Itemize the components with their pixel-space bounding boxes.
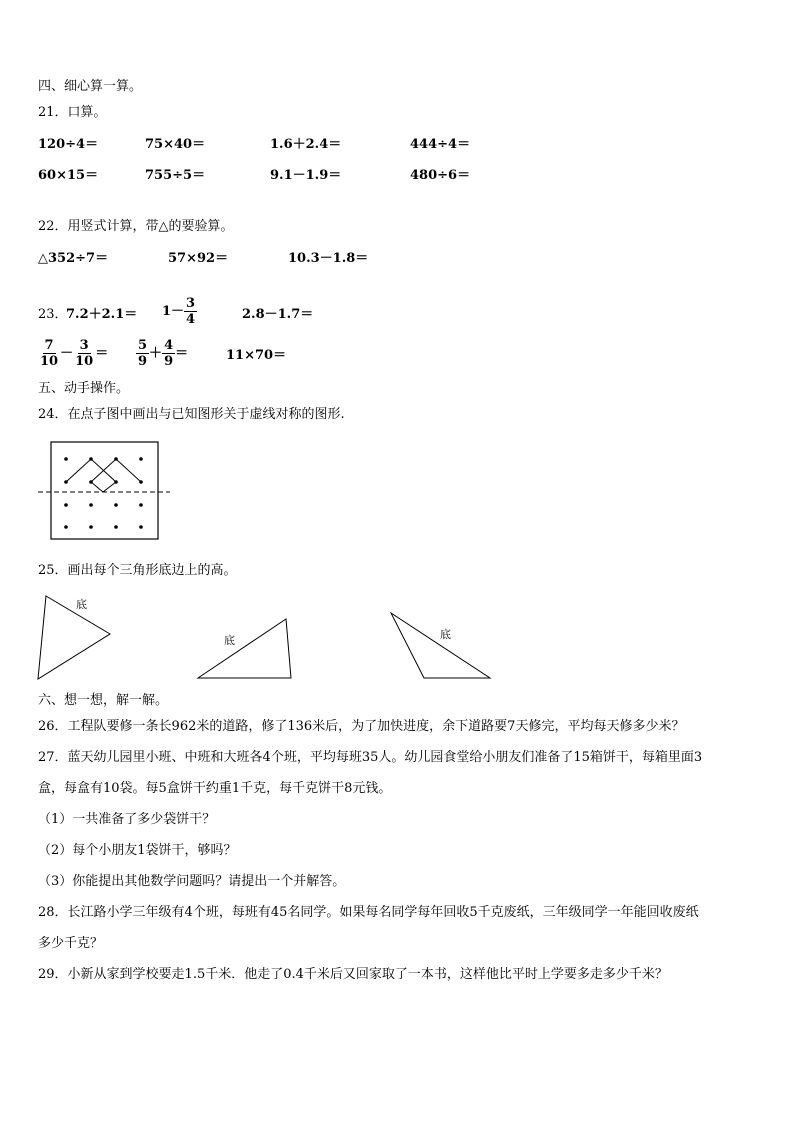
fraction-denominator: 4 <box>186 312 196 327</box>
triangle-1 <box>38 596 110 679</box>
q22-item: 57×92＝ <box>168 251 229 266</box>
fraction-numerator: 3 <box>79 338 89 353</box>
q25-label: 25．画出每个三角形底边上的高。 <box>38 563 237 578</box>
q22-item: 10.3－1.8＝ <box>288 251 369 266</box>
q21-label: 21．口算。 <box>38 105 107 120</box>
section-4-heading: 四、细心算一算。 <box>38 79 143 94</box>
q29-text: 29．小新从家到学校要走1.5千米．他走了0.4千米后又回家取了一本书，这样他比平时上学要多走多少千米？ <box>38 967 668 982</box>
q27-text-line2: 盒，每盒有10袋。每5盒饼干约重1千克，每千克饼干8元钱。 <box>38 781 392 796</box>
fraction-denominator: 9 <box>138 354 148 369</box>
triangle-2 <box>198 619 291 678</box>
fraction-numerator: 3 <box>186 296 196 311</box>
q23-expr-3: 2.8－1.7＝ <box>242 307 314 322</box>
q28-text-line2: 多少千克？ <box>38 936 104 951</box>
operator: － <box>60 345 74 361</box>
q22-label: 22．用竖式计算，带△的要验算。 <box>38 219 234 234</box>
fraction-numerator: 4 <box>164 338 174 353</box>
q21-item: 1.6＋2.4＝ <box>270 137 342 152</box>
q21-item: 480÷6＝ <box>410 168 471 183</box>
q27-sub-2: （2）每个小朋友1袋饼干，够吗？ <box>38 843 237 858</box>
section-5-heading: 五、动手操作。 <box>38 381 130 396</box>
q21-item: 755÷5＝ <box>145 168 206 183</box>
q27-text-line1: 27．蓝天幼儿园里小班、中班和大班各4个班，平均每班35人。幼儿园食堂给小朋友们准备了15箱饼干，每箱里面3 <box>38 750 703 765</box>
fraction-denominator: 10 <box>75 354 94 369</box>
operator: ＋ <box>149 345 163 361</box>
q21-item: 120÷4＝ <box>38 137 99 152</box>
q24-label: 24．在点子图中画出与已知图形关于虚线对称的图形. <box>38 407 345 422</box>
q21-item: 9.1－1.9＝ <box>270 168 342 183</box>
equals: ＝ <box>175 345 189 361</box>
fraction-denominator: 10 <box>40 354 59 369</box>
section-6-heading: 六、想一想，解一解。 <box>38 693 169 708</box>
q28-text-line1: 28．长江路小学三年级有4个班，每班有45名同学。如果每名同学每年回收5千克废纸，三年级同学一年能回收废纸 <box>38 905 699 920</box>
fraction-numerator: 7 <box>44 338 54 353</box>
q21-item: 60×15＝ <box>38 168 99 183</box>
equals: ＝ <box>95 345 109 361</box>
base-label: 底 <box>224 634 235 647</box>
q23-expr-6: 11×70＝ <box>226 348 287 363</box>
q27-sub-3: （3）你能提出其他数学问题吗？请提出一个并解答。 <box>38 874 346 889</box>
fraction-numerator: 5 <box>138 338 148 353</box>
q21-item: 75×40＝ <box>145 137 206 152</box>
q23-expr-2-whole: 1－ <box>162 303 185 319</box>
q23-label: 23． <box>38 307 68 322</box>
base-label: 底 <box>76 598 87 611</box>
q23-expr-1: 7.2＋2.1＝ <box>66 307 138 322</box>
q26-text: 26．工程队要修一条长962米的道路，修了136米后，为了加快进度，余下道路要7天修完，平均每天修多少米？ <box>38 719 685 734</box>
q22-item: △352÷7＝ <box>38 251 109 266</box>
q27-sub-1: （1）一共准备了多少袋饼干？ <box>38 812 216 827</box>
base-label: 底 <box>440 628 451 641</box>
fraction-denominator: 9 <box>164 354 174 369</box>
triangle-3 <box>391 613 490 678</box>
q21-item: 444÷4＝ <box>410 137 471 152</box>
